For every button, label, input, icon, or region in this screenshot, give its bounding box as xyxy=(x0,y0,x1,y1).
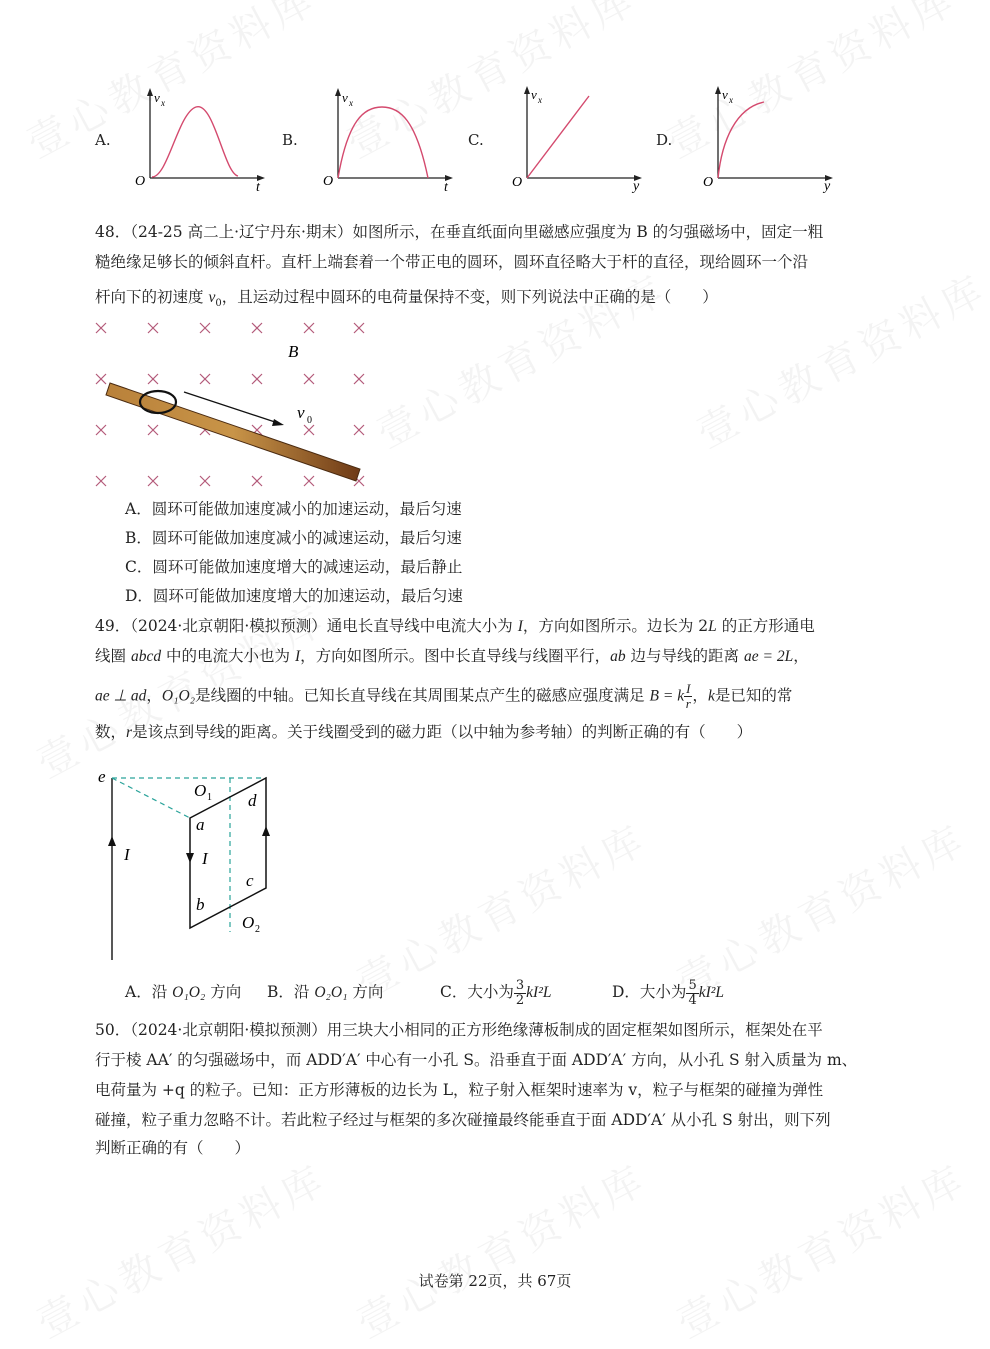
graph-d-x-label: y xyxy=(824,179,831,194)
q49-option-c[interactable]: C．大小为 $\frac{3}{2}$ kI²L xyxy=(440,977,552,1008)
field-label-b: B xyxy=(288,342,299,361)
graph-d-y-sub: x xyxy=(729,95,733,105)
q48-option-c[interactable]: C．圆环可能做加速度增大的减速运动，最后静止 xyxy=(125,558,463,576)
velocity-label: v xyxy=(297,403,305,422)
graph-b-y-sub: x xyxy=(349,98,353,108)
graph-b-origin: O xyxy=(323,174,334,189)
q49-line3: ae ⊥ ad，O₁O₂是线圈的中轴。已知长直导线在其周围某点产生的磁感应强度满足 B = k $\frac{I}{r}$ ，k是已知的常 xyxy=(95,681,793,711)
label-o2-sub: 2 xyxy=(255,924,260,935)
q49-option-d[interactable]: D．大小为 $\frac{5}{4}$ kI²L xyxy=(612,977,725,1008)
graph-d-y-label: v xyxy=(722,87,728,102)
q49-line1: 49．（2024·北京朝阳·模拟预测）通电长直导线中电流大小为 I，方向如图所示。边长为 2L 的正方形通电 xyxy=(95,617,815,635)
velocity-sub: 0 xyxy=(307,415,312,426)
q50-line3: 电荷量为 +q 的粒子。已知：正方形薄板的边长为 L，粒子射入框架时速率为 v，粒子与框架的碰撞为弹性 xyxy=(95,1081,824,1099)
graph-b-x-label: t xyxy=(444,180,448,195)
q48-magnetic-field-figure xyxy=(88,315,378,495)
graph-c-origin: O xyxy=(512,175,523,190)
watermark xyxy=(25,1148,336,1349)
page-footer: 试卷第 22页，共 67页 xyxy=(418,1272,572,1290)
label-i-coil: I xyxy=(202,849,208,868)
q49-wire-coil-figure xyxy=(90,760,290,965)
label-b: b xyxy=(196,895,205,914)
graph-c-y-sub: x xyxy=(538,95,542,105)
label-a: a xyxy=(196,815,205,834)
q47-option-a-label[interactable]: A. xyxy=(95,131,111,149)
q47-option-c-label[interactable]: C. xyxy=(468,131,484,149)
q50-line5: 判断正确的有（ ） xyxy=(95,1139,251,1157)
q49-option-a[interactable]: A．沿 O₁O₂ 方向 xyxy=(125,983,242,1001)
label-d: d xyxy=(248,791,257,810)
graph-b-y-label: v xyxy=(342,90,348,105)
q50-line2: 行于棱 AA′ 的匀强磁场中，而 ADD′A′ 中心有一小孔 S。沿垂直于面 ADD′A′ 方向，从小孔 S 射入质量为 m、 xyxy=(95,1051,858,1069)
graph-a-x-label: t xyxy=(256,180,260,195)
q49-line4: 数，r是该点到导线的距离。关于线圈受到的磁力距（以中轴为参考轴）的判断正确的有（ ） xyxy=(95,723,753,741)
q47-option-b-label[interactable]: B. xyxy=(282,131,298,149)
label-e: e xyxy=(98,767,106,786)
label-o1: O xyxy=(194,781,207,800)
q50-line4: 碰撞，粒子重力忽略不计。若此粒子经过与框架的多次碰撞最终能垂直于面 ADD′A′ 从小孔 S 射出，则下列 xyxy=(95,1111,831,1129)
label-c: c xyxy=(246,871,254,890)
inclined-rod xyxy=(106,383,360,481)
graph-a-y-sub: x xyxy=(161,98,165,108)
label-o1-sub: 1 xyxy=(207,792,212,803)
q47-option-d-label[interactable]: D. xyxy=(656,131,673,149)
graph-a-origin: O xyxy=(135,174,146,189)
graph-a-bell-curve xyxy=(128,85,278,195)
q49-option-b[interactable]: B．沿 O₂O₁ 方向 xyxy=(267,983,384,1001)
q48-line3: 杆向下的初速度 $v_0$，且运动过程中圆环的电荷量保持不变，则下列说法中正确的是（ ） xyxy=(95,288,718,310)
q48-option-b[interactable]: B．圆环可能做加速度减小的减速运动，最后匀速 xyxy=(125,529,462,547)
q50-line1: 50．（2024·北京朝阳·模拟预测）用三块大小相同的正方形绝缘薄板制成的固定框架如图所示，框架处在平 xyxy=(95,1021,823,1039)
graph-a-y-label: v xyxy=(154,90,160,105)
q49-line2: 线圈 abcd 中的电流大小也为 I，方向如图所示。图中长直导线与线圈平行，ab 边与导线的距离 ae = 2L， xyxy=(95,647,809,665)
graph-c-x-label: y xyxy=(633,179,640,194)
q48-line2: 糙绝缘足够长的倾斜直杆。直杆上端套着一个带正电的圆环，圆环直径略大于杆的直径，现给圆环一个沿 xyxy=(95,253,809,271)
q48-option-a[interactable]: A．圆环可能做加速度减小的加速运动，最后匀速 xyxy=(125,500,462,518)
label-o2: O xyxy=(242,913,255,932)
graph-c-y-label: v xyxy=(531,87,537,102)
watermark xyxy=(665,1148,976,1349)
graph-b-arch-curve xyxy=(316,85,466,195)
q48-option-d[interactable]: D．圆环可能做加速度增大的加速运动，最后匀速 xyxy=(125,587,463,605)
label-i-wire: I xyxy=(124,845,130,864)
graph-d-origin: O xyxy=(703,175,714,190)
graph-d-concave xyxy=(696,80,846,195)
watermark xyxy=(345,1148,656,1349)
q48-line1: 48．（24-25 高二上·辽宁丹东·期末）如图所示，在垂直纸面向里磁感应强度为 B 的匀强磁场中，固定一粗 xyxy=(95,223,824,241)
graph-c-linear xyxy=(505,80,655,195)
